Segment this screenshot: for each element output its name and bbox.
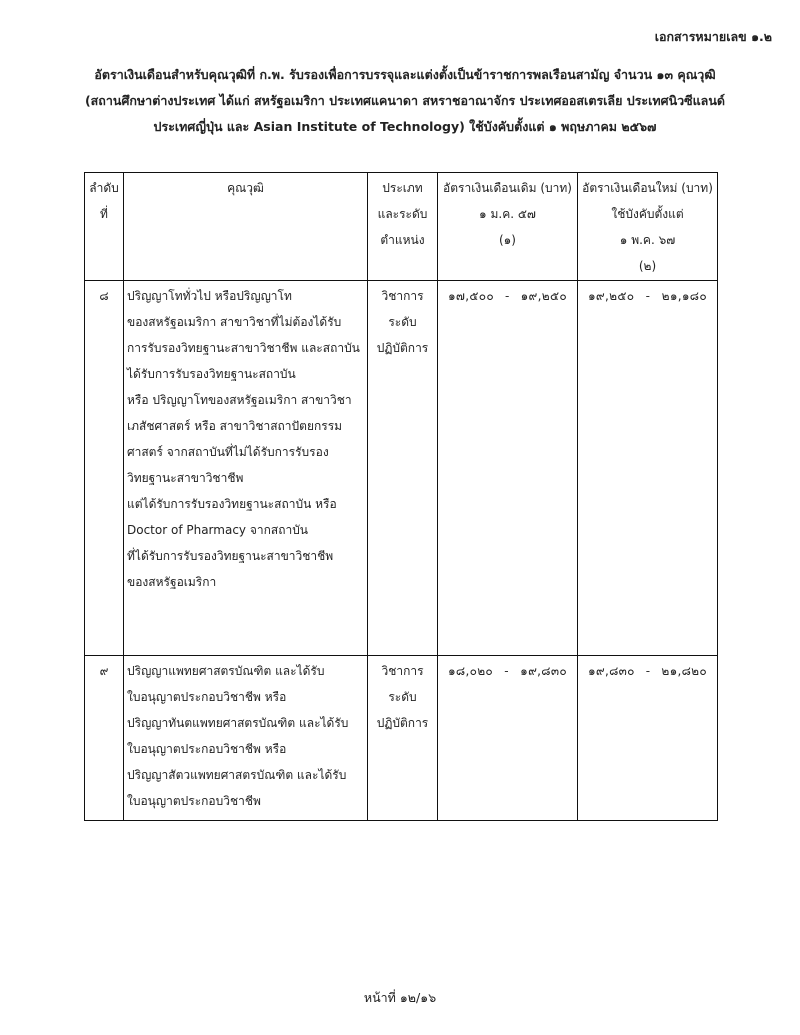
table-row <box>85 656 718 821</box>
qualification-line: ศาสตร์ จากสถาบันที่ไม่ได้รับการรับรอง <box>127 445 329 459</box>
type-line: วิชาการ <box>381 664 424 678</box>
header-text: ที่ <box>100 207 108 221</box>
row-no <box>85 281 124 656</box>
header-text: คุณวุฒิ <box>227 181 264 195</box>
header-text: ๑ ม.ค. ๕๗ <box>479 207 536 221</box>
old-rate-min: ๑๘,๐๒๐ <box>448 664 494 678</box>
range-separator: - <box>645 664 651 678</box>
qualification-line: หรือ ปริญญาโทของสหรัฐอเมริกา สาขาวิชา <box>127 393 352 407</box>
salary-table <box>84 172 718 821</box>
new-rate-min: ๑๙,๘๓๐ <box>588 664 635 678</box>
row-type <box>368 656 438 821</box>
qualification-line: ปริญญาทันตแพทยศาสตรบัณฑิต และได้รับ <box>127 716 349 730</box>
qualification-line: ปริญญาแพทยศาสตรบัณฑิต และได้รับ <box>127 664 325 678</box>
new-rate-min: ๑๙,๒๕๐ <box>588 289 635 303</box>
range-separator: - <box>504 664 509 678</box>
header-text: ลำดับ <box>89 181 119 195</box>
qualification-line: ของสหรัฐอเมริกา สาขาวิชาที่ไม่ต้องได้รับ <box>127 315 342 329</box>
old-rate-min: ๑๗,๕๐๐ <box>448 289 494 303</box>
header-old-rate <box>438 173 578 281</box>
header-text: และระดับ <box>377 207 428 221</box>
row-new-rate <box>578 281 718 656</box>
header-text: ตำแหน่ง <box>380 233 425 247</box>
qualification-line: เภสัชศาสตร์ หรือ สาขาวิชาสถาปัตยกรรม <box>127 419 343 433</box>
type-line: ปฏิบัติการ <box>376 341 429 355</box>
title-line: ประเทศญี่ปุ่น และ Asian Institute of Technology) ใช้บังคับตั้งแต่ ๑ พฤษภาคม ๒๕๖๗ <box>153 119 657 134</box>
qualification-line: Doctor of Pharmacy จากสถาบัน <box>127 523 309 537</box>
header-text: ๑ พ.ค. ๖๗ <box>619 233 676 247</box>
header-text: (๑) <box>499 233 516 247</box>
type-line: วิชาการ <box>381 289 424 303</box>
row-qualification <box>124 281 368 656</box>
qualification-line: ปริญญาสัตวแพทยศาสตรบัณฑิต และได้รับ <box>127 768 347 782</box>
row-qualification <box>124 656 368 821</box>
qualification-line: ได้รับการรับรองวิทยฐานะสถาบัน <box>127 367 296 381</box>
qualification-line: ใบอนุญาตประกอบวิชาชีพ หรือ <box>127 742 287 756</box>
qualification-line: ปริญญาโททั่วไป หรือปริญญาโท <box>127 289 292 303</box>
qualification-line: แต่ได้รับการรับรองวิทยฐานะสถาบัน หรือ <box>127 497 337 511</box>
header-text: อัตราเงินเดือนใหม่ (บาท) <box>582 181 713 195</box>
table-header-row <box>85 173 718 281</box>
document-reference: เอกสารหมายเลข ๑.๒ <box>654 29 772 44</box>
type-line: ระดับ <box>388 690 417 704</box>
row-type <box>368 281 438 656</box>
row-no-text: ๙ <box>99 664 109 678</box>
row-no <box>85 656 124 821</box>
qualification-line: วิทยฐานะสาขาวิชาชีพ <box>127 471 244 485</box>
document-title <box>60 62 750 140</box>
qualification-line: การรับรองวิทยฐานะสาขาวิชาชีพ และสถาบัน <box>127 341 360 355</box>
title-line: (สถานศึกษาต่างประเทศ ได้แก่ สหรัฐอเมริกา ประเทศแคนาดา สหราชอาณาจักร ประเทศออสเตรเลีย ประเทศนิวซีแลนด์ <box>84 93 726 108</box>
qualification-line: ของสหรัฐอเมริกา <box>127 575 217 589</box>
qualification-line: ใบอนุญาตประกอบวิชาชีพ หรือ <box>127 690 287 704</box>
header-new-rate <box>578 173 718 281</box>
header-text: ใช้บังคับตั้งแต่ <box>611 207 684 221</box>
qualification-line: ที่ได้รับการรับรองวิทยฐานะสาขาวิชาชีพ <box>127 549 334 563</box>
header-text: ประเภท <box>382 181 423 195</box>
new-rate-max: ๒๑,๘๒๐ <box>661 664 707 678</box>
old-rate-max: ๑๙,๘๓๐ <box>520 664 567 678</box>
range-separator: - <box>505 289 510 303</box>
header-type <box>368 173 438 281</box>
page-number: หน้าที่ ๑๒/๑๖ <box>363 990 437 1005</box>
type-line: ปฏิบัติการ <box>376 716 429 730</box>
old-rate-max: ๑๙,๒๕๐ <box>520 289 567 303</box>
header-qualification <box>124 173 368 281</box>
qualification-line: ใบอนุญาตประกอบวิชาชีพ <box>127 794 261 808</box>
new-rate-max: ๒๑,๑๘๐ <box>661 289 707 303</box>
row-new-rate <box>578 656 718 821</box>
header-no <box>85 173 124 281</box>
table-row <box>85 281 718 656</box>
type-line: ระดับ <box>388 315 417 329</box>
title-line: อัตราเงินเดือนสำหรับคุณวุฒิที่ ก.พ. รับรองเพื่อการบรรจุและแต่งตั้งเป็นข้าราชการพลเรือนสามัญ จำนวน ๑๓ คุณวุฒิ <box>94 67 716 82</box>
range-separator: - <box>645 289 651 303</box>
header-text: (๒) <box>638 259 657 273</box>
row-old-rate <box>438 656 578 821</box>
header-text: อัตราเงินเดือนเดิม (บาท) <box>443 181 572 195</box>
row-old-rate <box>438 281 578 656</box>
row-no-text: ๘ <box>99 289 109 303</box>
